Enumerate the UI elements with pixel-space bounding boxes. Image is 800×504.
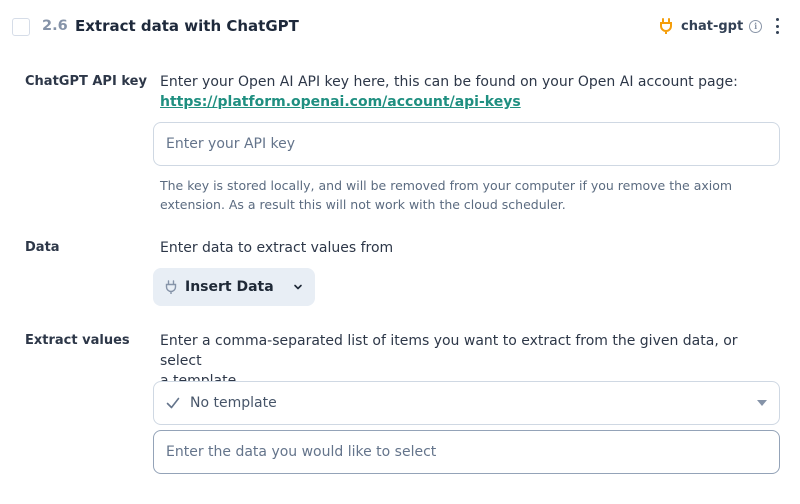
step-title: Extract data with ChatGPT: [75, 17, 299, 35]
step-checkbox[interactable]: [12, 18, 30, 36]
api-key-input[interactable]: Enter your API key: [153, 122, 780, 166]
more-options-icon[interactable]: [772, 16, 782, 36]
chevron-down-icon: [293, 283, 303, 291]
template-select[interactable]: [153, 381, 780, 425]
step-number: 2.6: [42, 18, 68, 34]
integration-badge: [659, 18, 762, 34]
api-key-description-text: Enter your Open AI API key here, this can be found on your Open AI account page:: [160, 74, 738, 90]
extract-desc-line-1: Enter a comma-separated list of items you want to extract from the given data, or select: [160, 333, 738, 369]
hint-line-2: extension. As a result this will not work with the cloud scheduler.: [160, 197, 566, 212]
api-key-label: ChatGPT API key: [25, 74, 147, 89]
api-key-description: [160, 72, 780, 112]
plug-icon: [165, 280, 177, 294]
integration-name: chat-gpt: [681, 18, 744, 34]
api-keys-link[interactable]: https://platform.openai.com/account/api-keys: [160, 94, 521, 110]
extract-values-label: Extract values: [25, 333, 130, 348]
insert-data-button[interactable]: [153, 268, 315, 306]
check-icon: [166, 397, 180, 409]
template-selected-value: No template: [190, 395, 277, 411]
data-description: Enter data to extract values from: [160, 240, 394, 256]
plug-icon: [659, 18, 673, 34]
insert-data-label: Insert Data: [185, 279, 274, 295]
step-header: [0, 0, 800, 54]
caret-down-icon: [757, 400, 767, 406]
info-icon[interactable]: i: [749, 20, 762, 33]
extract-values-input[interactable]: Enter the data you would like to select: [153, 430, 780, 474]
hint-line-1: The key is stored locally, and will be removed from your computer if you remove the axiom: [160, 178, 733, 193]
data-label: Data: [25, 240, 60, 255]
api-key-hint: [160, 176, 780, 214]
